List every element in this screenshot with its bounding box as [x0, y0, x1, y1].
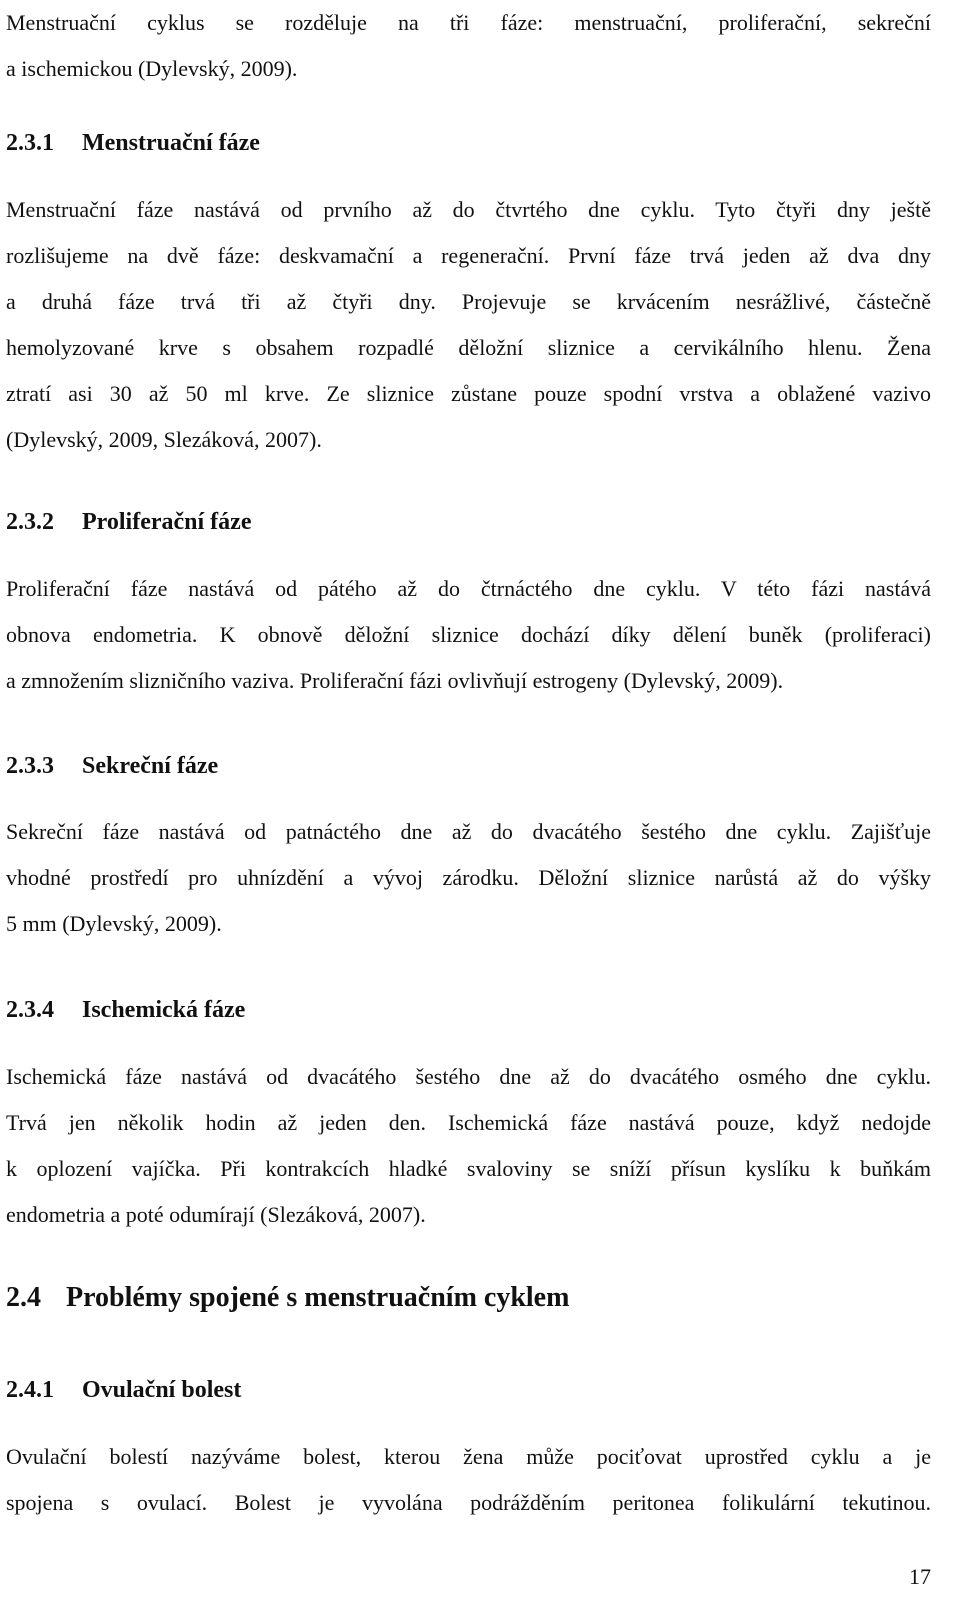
intro-paragraph	[6, 0, 931, 92]
section-title: Menstruační fáze	[82, 130, 260, 156]
section-number: 2.4	[6, 1282, 41, 1313]
text-line: spojena s ovulací. Bolest je vyvolána podrážděním peritonea folikulární tekutinou.	[6, 1490, 931, 1515]
text-line: Sekreční fáze nastává od patnáctého dne až do dvacátého šestého dne cyklu. Zajišťuje	[6, 819, 931, 844]
text-line: obnova endometria. K obnově děložní sliznice dochází díky dělení buněk (proliferaci)	[6, 622, 931, 647]
section-heading-2-3-2	[6, 507, 931, 537]
section-heading-2-3-4	[6, 995, 931, 1025]
section-number: 2.3.3	[6, 753, 54, 779]
text-line: (Dylevský, 2009, Slezáková, 2007).	[6, 427, 322, 452]
section-heading-2-4	[6, 1281, 931, 1315]
text-line: a ischemickou (Dylevský, 2009).	[6, 56, 298, 81]
text-line: a druhá fáze trvá tři až čtyři dny. Projevuje se krvácením nesrážlivé, částečně	[6, 289, 931, 314]
text-line: hemolyzované krve s obsahem rozpadlé děložní sliznice a cervikálního hlenu. Žena	[6, 335, 931, 360]
text-line: Menstruační cyklus se rozděluje na tři fáze: menstruační, proliferační, sekreční	[6, 10, 931, 35]
section-number: 2.3.4	[6, 997, 54, 1023]
section-title: Proliferační fáze	[82, 509, 252, 535]
text-line: Proliferační fáze nastává od pátého až do čtrnáctého dne cyklu. V této fázi nastává	[6, 576, 931, 601]
section-title: Ischemická fáze	[82, 997, 246, 1023]
section-heading-2-3-3	[6, 751, 931, 781]
text-line: Ovulační bolestí nazýváme bolest, kterou žena může pociťovat uprostřed cyklu a je	[6, 1444, 931, 1469]
section-number: 2.3.1	[6, 130, 54, 156]
text-line: k oplození vajíčka. Při kontrakcích hladké svaloviny se sníží přísun kyslíku k buňkám	[6, 1156, 931, 1181]
text-line: ztratí asi 30 až 50 ml krve. Ze sliznice zůstane pouze spodní vrstva a oblažené vazivo	[6, 381, 931, 406]
text-line: a zmnožením slizničního vaziva. Proliferační fázi ovlivňují estrogeny (Dylevský, 2009).	[6, 668, 784, 693]
paragraph-ovulation-pain	[6, 1434, 931, 1526]
paragraph-secretory-phase	[6, 809, 931, 947]
text-line: endometria a poté odumírají (Slezáková, 2007).	[6, 1202, 426, 1227]
section-title: Problémy spojené s menstruačním cyklem	[66, 1282, 570, 1313]
section-heading-2-3-1	[6, 128, 931, 158]
section-number: 2.3.2	[6, 509, 54, 535]
page-number: 17	[909, 1564, 931, 1589]
text-line: rozlišujeme na dvě fáze: deskvamační a regenerační. První fáze trvá jeden až dva dny	[6, 243, 931, 268]
paragraph-menstrual-phase	[6, 187, 931, 463]
text-line: 5 mm (Dylevský, 2009).	[6, 911, 222, 936]
text-line: vhodné prostředí pro uhnízdění a vývoj zárodku. Děložní sliznice narůstá až do výšky	[6, 865, 931, 890]
section-title: Ovulační bolest	[82, 1377, 242, 1403]
section-number: 2.4.1	[6, 1377, 54, 1403]
text-line: Trvá jen několik hodin až jeden den. Ischemická fáze nastává pouze, když nedojde	[6, 1110, 931, 1135]
paragraph-proliferative-phase	[6, 566, 931, 704]
text-line: Menstruační fáze nastává od prvního až do čtvrtého dne cyklu. Tyto čtyři dny ještě	[6, 197, 931, 222]
paragraph-ischemic-phase	[6, 1054, 931, 1238]
text-line: Ischemická fáze nastává od dvacátého šestého dne až do dvacátého osmého dne cyklu.	[6, 1064, 931, 1089]
section-title: Sekreční fáze	[82, 753, 219, 779]
section-heading-2-4-1	[6, 1375, 931, 1405]
